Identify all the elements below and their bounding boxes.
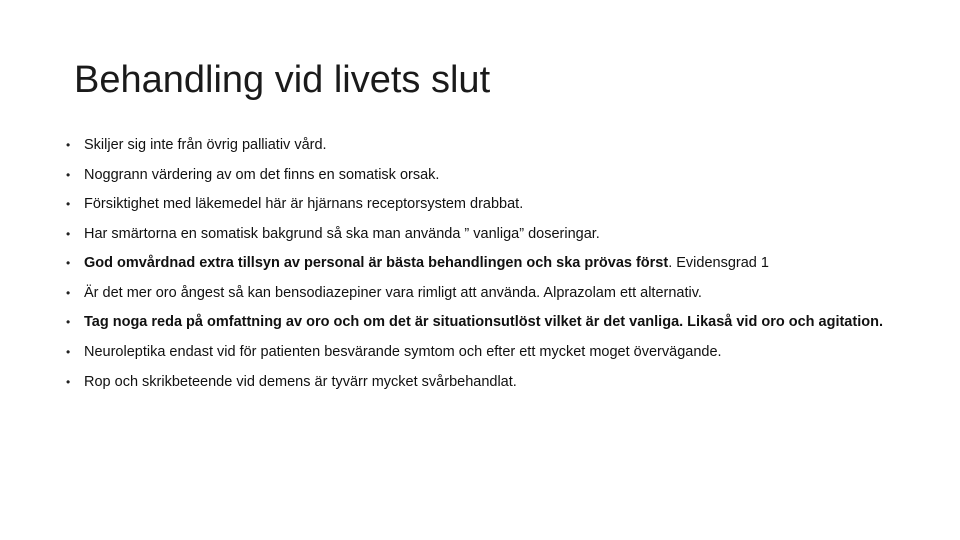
slide-title: Behandling vid livets slut (74, 59, 491, 101)
bullet-text: Är det mer oro ångest så kan bensodiazepiner vara rimligt att använda. Alprazolam ett alternativ. (84, 284, 702, 301)
bullet-dot-icon: • (66, 197, 71, 211)
bullet-text: Har smärtorna en somatisk bakgrund så ska man använda ” vanliga” doseringar. (84, 225, 600, 242)
bullet-text: . Evidensgrad 1 (668, 255, 769, 271)
bullet-bold-text: God omvårdnad extra tillsyn av personal är bästa behandlingen och ska prövas först (84, 255, 669, 271)
bullet-item (66, 225, 896, 243)
bullet-dot-icon: • (66, 374, 71, 389)
bullet-dot-icon: • (66, 226, 71, 241)
bullet-text: Skiljer sig inte från övrig palliativ vård. (84, 137, 327, 153)
bullet-item (66, 166, 896, 184)
bullet-text: Neuroleptika endast vid för patienten besvärande symtom och efter ett mycket moget övervägande. (84, 344, 722, 360)
bullet-dot-icon: • (66, 285, 71, 300)
bullet-item (66, 343, 896, 361)
bullet-dot-icon: • (66, 345, 71, 359)
bullet-dot-icon: • (66, 256, 71, 270)
bullet-text: Noggrann värdering av om det finns en somatisk orsak. (84, 166, 440, 183)
bullet-text: Rop och skrikbeteende vid demens är tyvärr mycket svårbehandlat. (84, 373, 517, 390)
bullet-item (66, 373, 896, 391)
bullet-item (66, 284, 896, 302)
bullet-dot-icon: • (66, 315, 71, 329)
bullet-item (66, 195, 896, 213)
bullet-item (66, 254, 896, 272)
bullet-text: Försiktighet med läkemedel här är hjärnans receptorsystem drabbat. (84, 196, 524, 212)
bullet-item (66, 136, 896, 154)
bullet-list (66, 136, 896, 402)
bullet-item (66, 313, 896, 331)
bullet-dot-icon: • (66, 167, 71, 182)
bullet-dot-icon: • (66, 138, 71, 152)
bullet-bold-text: Tag noga reda på omfattning av oro och om det är situationsutlöst vilket är det vanliga. Likaså vid oro och agitation. (84, 314, 883, 330)
